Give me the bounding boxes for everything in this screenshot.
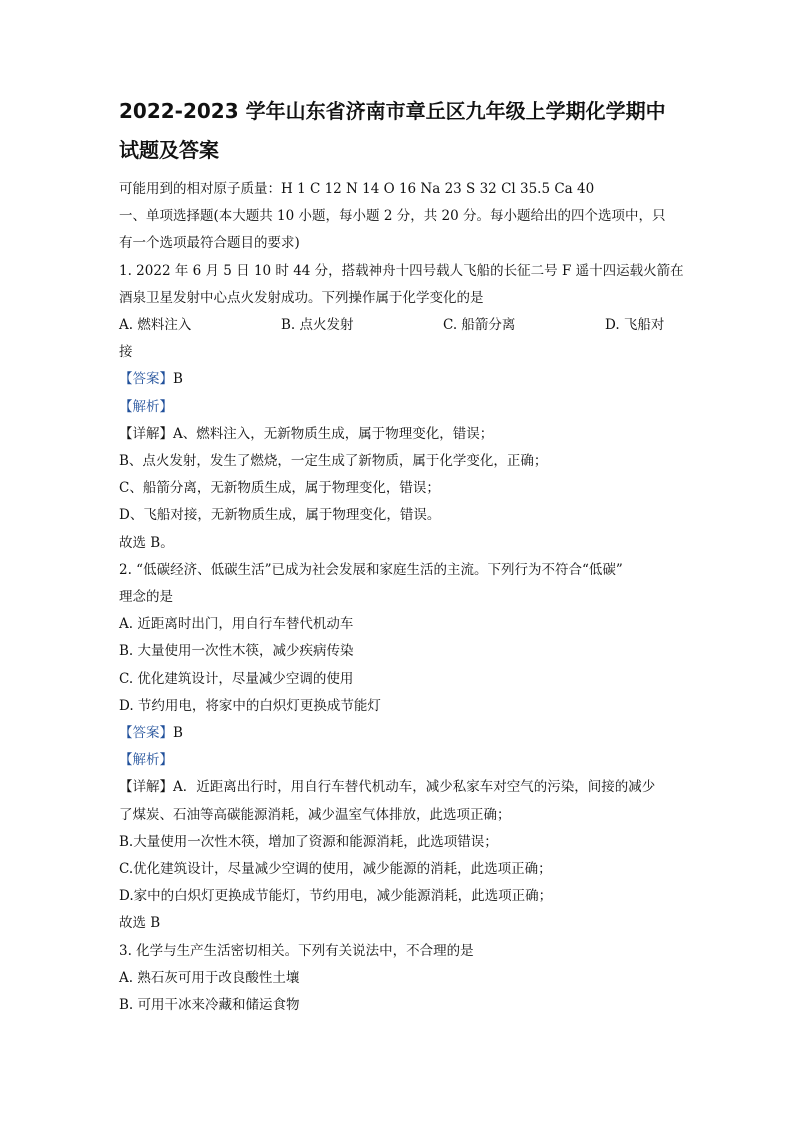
- q1-option-b: B. 点火发射: [281, 317, 354, 334]
- section-heading-line-1: 一、单项选择题(本大题共 10 小题，每小题 2 分，共 20 分。每小题给出的四个选项中，只: [119, 208, 666, 225]
- q1-detail-d: D、飞船对接，无新物质生成，属于物理变化，错误。: [119, 507, 441, 524]
- detail-tag: 【详解】: [119, 425, 173, 442]
- q1-stem-line-1: 1. 2022 年 6 月 5 日 10 时 44 分，搭载神舟十四号载人飞船的长征二号 F 遥十四运载火箭在: [119, 262, 684, 279]
- q1-stem-line-2: 酒泉卫星发射中心点火发射成功。下列操作属于化学变化的是: [119, 289, 484, 306]
- q1-option-d-wrap: 接: [119, 344, 133, 361]
- q2-answer: [119, 720, 675, 747]
- q1-options: [119, 312, 675, 339]
- q2-detail-a-line-1: [119, 774, 675, 801]
- q1-detail-c: C、船箭分离，无新物质生成，属于物理变化，错误；: [119, 480, 440, 497]
- q2-detail-d: D.家中的白炽灯更换成节能灯，节约用电，减少能源消耗，此选项正确；: [119, 888, 553, 905]
- q1-analysis-tag: 【解析】: [119, 398, 173, 415]
- q2-detail-b: B.大量使用一次性木筷，增加了资源和能源消耗，此选项错误；: [119, 833, 498, 850]
- q2-stem-line-1: 2. “低碳经济、低碳生活”已成为社会发展和家庭生活的主流。下列行为不符合“低碳”: [119, 561, 623, 578]
- answer-tag: 【答案】: [119, 371, 173, 388]
- q1-conclusion: 故选 B。: [119, 534, 174, 551]
- q2-detail-a-line-2: 了煤炭、石油等高碳能源消耗，减少温室气体排放，此选项正确；: [119, 806, 511, 823]
- document-page: [119, 92, 684, 1019]
- q1-detail-a: [119, 421, 675, 448]
- q1-answer: [119, 366, 675, 393]
- q1-answer-value: B: [173, 371, 183, 388]
- q3-option-a: A. 熟石灰可用于改良酸性土壤: [119, 969, 300, 986]
- q1-option-a: A. 燃料注入: [119, 317, 192, 334]
- q2-detail-a-text: A．近距离出行时，用自行车替代机动车，减少私家车对空气的污染，间接的减少: [173, 779, 656, 796]
- q1-detail-a-text: A、燃料注入，无新物质生成，属于物理变化，错误；: [173, 425, 494, 442]
- q1-option-c: C. 船箭分离: [443, 317, 516, 334]
- q2-option-a: A. 近距离时出门，用自行车替代机动车: [119, 616, 354, 633]
- q2-detail-c: C.优化建筑设计，尽量减少空调的使用，减少能源的消耗，此选项正确；: [119, 861, 552, 878]
- q2-option-c: C. 优化建筑设计，尽量减少空调的使用: [119, 670, 354, 687]
- q2-conclusion: 故选 B: [119, 915, 161, 932]
- q3-stem: 3. 化学与生产生活密切相关。下列有关说法中，不合理的是: [119, 942, 474, 959]
- q2-option-b: B. 大量使用一次性木筷，减少疾病传染: [119, 643, 354, 660]
- q3-option-b: B. 可用干冰来冷藏和储运食物: [119, 997, 300, 1014]
- atomic-masses: 可能用到的相对原子质量：H 1 C 12 N 14 O 16 Na 23 S 32 Cl 35.5 Ca 40: [119, 181, 595, 197]
- section-heading-line-2: 有一个选项最符合题目的要求): [119, 235, 300, 252]
- doc-title-line-2: 试题及答案: [119, 138, 219, 162]
- q2-answer-value: B: [173, 725, 183, 742]
- q2-analysis-tag: 【解析】: [119, 752, 173, 769]
- q1-option-d: D. 飞船对: [605, 317, 665, 334]
- q1-detail-b: B、点火发射，发生了燃烧，一定生成了新物质，属于化学变化，正确；: [119, 453, 548, 470]
- detail-tag: 【详解】: [119, 779, 173, 796]
- q2-option-d: D. 节约用电，将家中的白炽灯更换成节能灯: [119, 697, 381, 714]
- answer-tag: 【答案】: [119, 725, 173, 742]
- q2-stem-line-2: 理念的是: [119, 589, 173, 606]
- doc-title-line-1: 2022-2023 学年山东省济南市章丘区九年级上学期化学期中: [119, 99, 666, 123]
